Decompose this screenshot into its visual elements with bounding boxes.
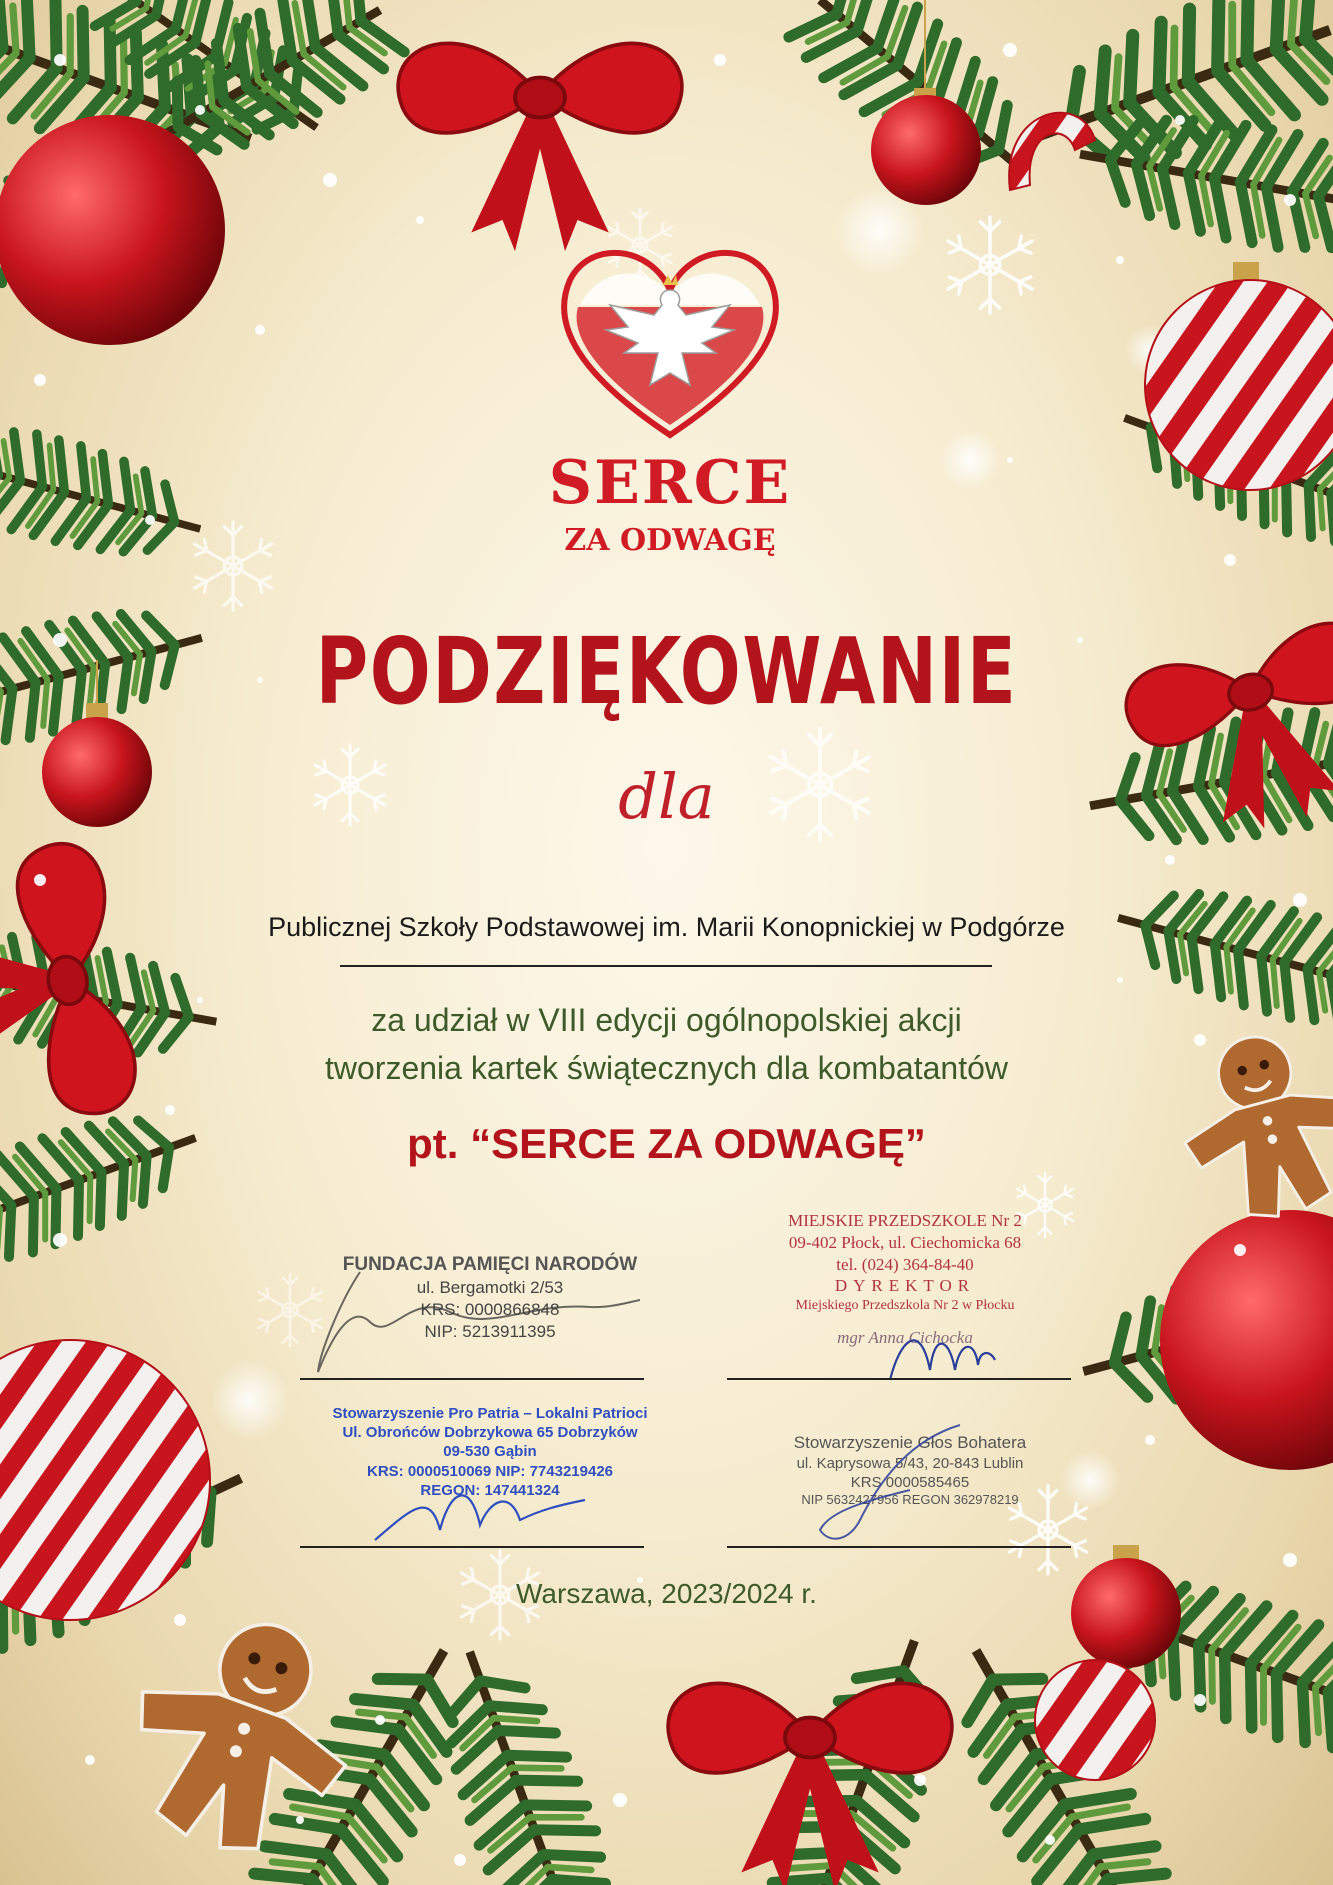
stamp-krs: KRS 0000585465 bbox=[850, 1473, 970, 1491]
description-line-2: tworzenia kartek świątecznych dla kombatantów bbox=[325, 1050, 1008, 1086]
stamp-krs: KRS: 0000866848 bbox=[420, 1300, 560, 1320]
place-and-date: Warszawa, 2023/2024 r. bbox=[516, 1578, 817, 1609]
stamp-address: ul. Kaprysowa 5/43, 20-843 Lublin bbox=[796, 1454, 1024, 1472]
signature-4 bbox=[790, 1420, 990, 1550]
stamp-name: Stowarzyszenie Głos Bohatera bbox=[793, 1433, 1027, 1452]
stamp-address: Ul. Obrońców Dobrzykowa 65 Dobrzyków bbox=[342, 1424, 638, 1442]
stamp-phone: tel. (024) 364-84-40 bbox=[836, 1254, 974, 1274]
stamp-name: Stowarzyszenie Pro Patria – Lokalni Patrioci bbox=[332, 1405, 648, 1422]
stamp-person: mgr Anna Cichocka bbox=[837, 1327, 973, 1347]
stamp-address: ul. Bergamotki 2/53 bbox=[416, 1278, 564, 1298]
stamp-regon: REGON: 147441324 bbox=[420, 1481, 560, 1499]
stamp-name: FUNDACJA PAMIĘCI NARODÓW bbox=[342, 1254, 638, 1275]
stamp-unit: Miejskiego Przedszkola Nr 2 w Płocku bbox=[795, 1298, 1015, 1313]
stamp-city: 09-530 Gąbin bbox=[443, 1443, 537, 1461]
signature-line-2 bbox=[727, 1378, 1071, 1380]
campaign-name: pt. “SERCE ZA ODWAGĘ” bbox=[407, 1120, 926, 1167]
recipient-name: Publicznej Szkoły Podstawowej im. Marii Konopnickiej w Podgórze bbox=[268, 912, 1065, 942]
logo-line2: ZA ODWAGĘ bbox=[564, 523, 776, 558]
serce-za-odwage-logo bbox=[540, 235, 800, 575]
signature-3 bbox=[370, 1470, 590, 1550]
certificate-title: PODZIĘKOWANIE bbox=[315, 618, 1018, 725]
dedication-word: dla bbox=[618, 760, 715, 833]
description-line-1: za udział w VIII edycji ogólnopolskiej akcji bbox=[371, 1002, 962, 1038]
stamp-role: DYREKTOR bbox=[834, 1276, 976, 1296]
signature-1 bbox=[300, 1262, 640, 1382]
recipient-underline bbox=[340, 965, 992, 967]
stamp-krs-nip: KRS: 0000510069 NIP: 7743219426 bbox=[366, 1462, 613, 1480]
stamp-nip: NIP: 5213911395 bbox=[424, 1321, 556, 1341]
signature-line-3 bbox=[300, 1546, 644, 1548]
logo-line1: SERCE bbox=[548, 448, 792, 518]
signature-2 bbox=[880, 1300, 1010, 1395]
signature-line-4 bbox=[727, 1546, 1071, 1548]
stamp-name: MIEJSKIE PRZEDSZKOLE Nr 2 bbox=[788, 1211, 1022, 1230]
signature-line-1 bbox=[300, 1378, 644, 1380]
stamp-address: 09-402 Płock, ul. Ciechomicka 68 bbox=[788, 1232, 1022, 1252]
stamp-nip-regon: NIP 5632427956 REGON 362978219 bbox=[801, 1492, 1019, 1508]
